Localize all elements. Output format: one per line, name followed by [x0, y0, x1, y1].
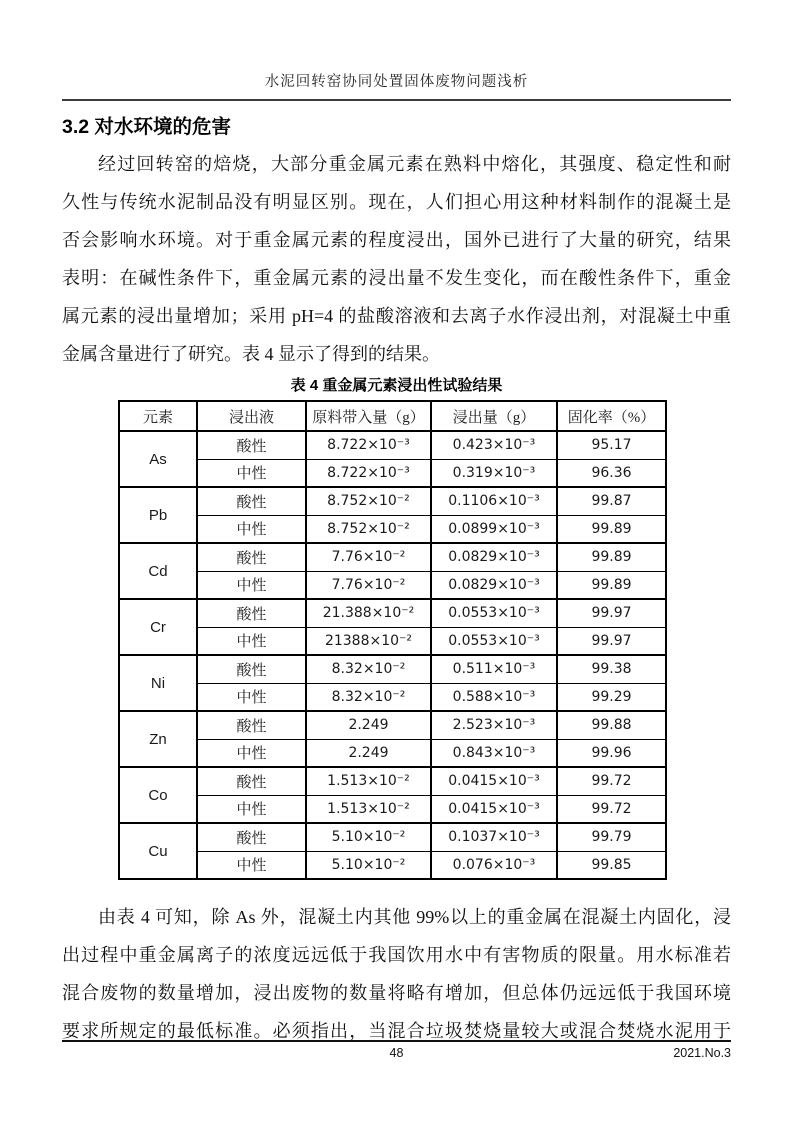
- paragraph-line: 表明：在碱性条件下，重金属元素的浸出量不发生变化，而在酸性条件下，重金: [62, 268, 731, 288]
- leached-amount-cell: 0.1106×10⁻³: [431, 487, 557, 515]
- leached-amount-cell: 0.0415×10⁻³: [431, 767, 557, 795]
- solidification-rate-cell: 96.36: [557, 459, 666, 487]
- table-row: [119, 683, 666, 711]
- input-amount-cell: 21.388×10⁻²: [306, 599, 431, 627]
- leachate-cell: 中性: [197, 851, 306, 879]
- table-row: [119, 571, 666, 599]
- paragraph-line: 出过程中重金属离子的浓度远远低于我国饮用水中有害物质的限量。用水标准若: [62, 945, 731, 965]
- leached-amount-cell: 0.0553×10⁻³: [431, 627, 557, 655]
- leached-amount-cell: 0.319×10⁻³: [431, 459, 557, 487]
- element-cell: Ni: [119, 655, 197, 711]
- leachate-cell: 中性: [197, 627, 306, 655]
- solidification-rate-cell: 99.89: [557, 543, 666, 571]
- leachate-cell: 酸性: [197, 431, 306, 459]
- table-row: [119, 515, 666, 543]
- paragraph-1: [62, 145, 731, 373]
- paragraph-line: 属元素的浸出量增加；采用 pH=4 的盐酸溶液和去离子水作浸出剂，对混凝土中重: [62, 306, 731, 326]
- table-row: [119, 795, 666, 823]
- table-row: [119, 767, 666, 795]
- column-header: 元素: [119, 401, 197, 431]
- element-cell: Cd: [119, 543, 197, 599]
- issue-label: 2021.No.3: [673, 1046, 731, 1060]
- leached-amount-cell: 0.511×10⁻³: [431, 655, 557, 683]
- leached-amount-cell: 0.0415×10⁻³: [431, 795, 557, 823]
- column-header: 浸出量（g）: [431, 401, 557, 431]
- leachate-cell: 酸性: [197, 599, 306, 627]
- leachate-cell: 酸性: [197, 767, 306, 795]
- input-amount-cell: 7.76×10⁻²: [306, 571, 431, 599]
- input-amount-cell: 5.10×10⁻²: [306, 823, 431, 851]
- table-row: [119, 711, 666, 739]
- input-amount-cell: 1.513×10⁻²: [306, 795, 431, 823]
- paragraph-2: [62, 898, 731, 1050]
- leached-amount-cell: 0.843×10⁻³: [431, 739, 557, 767]
- solidification-rate-cell: 99.87: [557, 487, 666, 515]
- table-body: [119, 431, 666, 879]
- table-row: [119, 599, 666, 627]
- column-header: 浸出液: [197, 401, 306, 431]
- page-number: 48: [389, 1046, 404, 1060]
- input-amount-cell: 5.10×10⁻²: [306, 851, 431, 879]
- leached-amount-cell: 0.1037×10⁻³: [431, 823, 557, 851]
- element-cell: Cr: [119, 599, 197, 655]
- section-heading: 3.2 对水环境的危害: [62, 116, 232, 138]
- input-amount-cell: 1.513×10⁻²: [306, 767, 431, 795]
- leached-amount-cell: 0.0829×10⁻³: [431, 571, 557, 599]
- input-amount-cell: 21388×10⁻²: [306, 627, 431, 655]
- leachate-cell: 酸性: [197, 543, 306, 571]
- leachate-cell: 中性: [197, 515, 306, 543]
- leachate-cell: 中性: [197, 459, 306, 487]
- column-header: 固化率（%）: [557, 401, 666, 431]
- page-footer: [62, 1040, 731, 1060]
- leachate-cell: 酸性: [197, 487, 306, 515]
- table-row: [119, 627, 666, 655]
- solidification-rate-cell: 99.96: [557, 739, 666, 767]
- leached-amount-cell: 0.0899×10⁻³: [431, 515, 557, 543]
- solidification-rate-cell: 99.79: [557, 823, 666, 851]
- input-amount-cell: 8.32×10⁻²: [306, 655, 431, 683]
- input-amount-cell: 2.249: [306, 711, 431, 739]
- solidification-rate-cell: 99.89: [557, 571, 666, 599]
- element-cell: Co: [119, 767, 197, 823]
- solidification-rate-cell: 99.97: [557, 599, 666, 627]
- solidification-rate-cell: 95.17: [557, 431, 666, 459]
- paragraph-line: 久性与传统水泥制品没有明显区别。现在，人们担心用这种材料制作的混凝土是: [62, 192, 731, 212]
- table-row: [119, 823, 666, 851]
- input-amount-cell: 8.32×10⁻²: [306, 683, 431, 711]
- input-amount-cell: 2.249: [306, 739, 431, 767]
- element-cell: As: [119, 431, 197, 487]
- table-row: [119, 739, 666, 767]
- leachate-cell: 中性: [197, 739, 306, 767]
- column-header: 原料带入量（g）: [306, 401, 431, 431]
- paragraph-line: 混合废物的数量增加，浸出废物的数量将略有增加，但总体仍远远低于我国环境: [62, 983, 731, 1003]
- table-caption: 表 4 重金属元素浸出性试验结果: [290, 377, 503, 394]
- table-row: [119, 851, 666, 879]
- leachate-cell: 中性: [197, 683, 306, 711]
- element-cell: Pb: [119, 487, 197, 543]
- paragraph-line: 金属含量进行了研究。表 4 显示了得到的结果。: [62, 344, 440, 364]
- solidification-rate-cell: 99.72: [557, 795, 666, 823]
- paragraph-line: 要求所规定的最低标准。必须指出，当混合垃圾焚烧量较大或混合焚烧水泥用于: [62, 1021, 731, 1041]
- leachate-cell: 酸性: [197, 655, 306, 683]
- input-amount-cell: 8.722×10⁻³: [306, 459, 431, 487]
- element-cell: Zn: [119, 711, 197, 767]
- paragraph-line: 由表 4 可知，除 As 外，混凝土内其他 99%以上的重金属在混凝土内固化，浸: [98, 907, 731, 927]
- table-header-row: [119, 401, 666, 431]
- table-row: [119, 655, 666, 683]
- solidification-rate-cell: 99.72: [557, 767, 666, 795]
- solidification-rate-cell: 99.88: [557, 711, 666, 739]
- table-row: [119, 459, 666, 487]
- running-head: [62, 0, 731, 101]
- heavy-metal-leaching-table: [118, 400, 667, 880]
- table-row: [119, 543, 666, 571]
- solidification-rate-cell: 99.29: [557, 683, 666, 711]
- solidification-rate-cell: 99.85: [557, 851, 666, 879]
- leached-amount-cell: 0.0829×10⁻³: [431, 543, 557, 571]
- leached-amount-cell: 2.523×10⁻³: [431, 711, 557, 739]
- table-row: [119, 431, 666, 459]
- leached-amount-cell: 0.588×10⁻³: [431, 683, 557, 711]
- leached-amount-cell: 0.423×10⁻³: [431, 431, 557, 459]
- leachate-cell: 中性: [197, 795, 306, 823]
- table-row: [119, 487, 666, 515]
- paragraph-line: 经过回转窑的焙烧，大部分重金属元素在熟料中熔化，其强度、稳定性和耐: [98, 154, 731, 174]
- running-head-title: 水泥回转窑协同处置固体废物问题浅析: [264, 74, 529, 90]
- leached-amount-cell: 0.076×10⁻³: [431, 851, 557, 879]
- paragraph-line: 否会影响水环境。对于重金属元素的程度浸出，国外已进行了大量的研究，结果: [62, 230, 731, 250]
- input-amount-cell: 7.76×10⁻²: [306, 543, 431, 571]
- leached-amount-cell: 0.0553×10⁻³: [431, 599, 557, 627]
- input-amount-cell: 8.752×10⁻²: [306, 515, 431, 543]
- element-cell: Cu: [119, 823, 197, 879]
- solidification-rate-cell: 99.89: [557, 515, 666, 543]
- input-amount-cell: 8.722×10⁻³: [306, 431, 431, 459]
- solidification-rate-cell: 99.97: [557, 627, 666, 655]
- input-amount-cell: 8.752×10⁻²: [306, 487, 431, 515]
- leachate-cell: 酸性: [197, 823, 306, 851]
- leachate-cell: 酸性: [197, 711, 306, 739]
- leachate-cell: 中性: [197, 571, 306, 599]
- solidification-rate-cell: 99.38: [557, 655, 666, 683]
